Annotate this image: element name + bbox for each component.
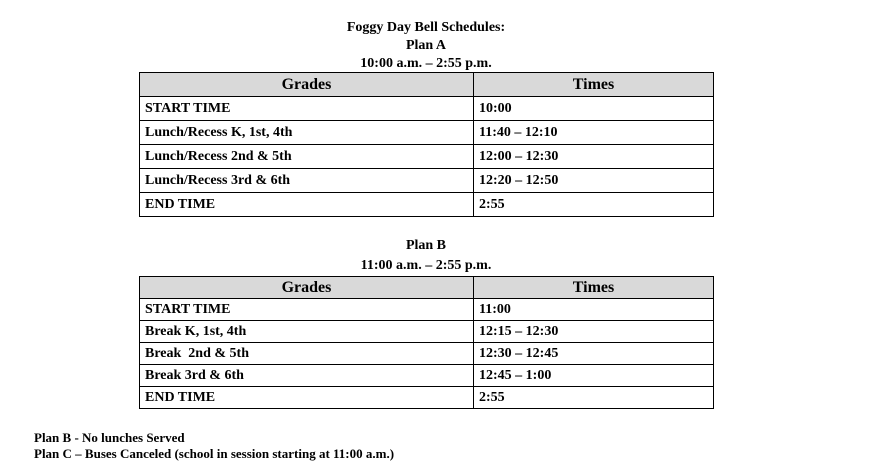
plan-a-title: Plan A	[405, 38, 447, 53]
page-title: Foggy Day Bell Schedules:	[346, 20, 506, 35]
table-row	[140, 193, 714, 217]
table-row	[140, 343, 714, 365]
grade-cell: END TIME	[140, 387, 474, 409]
table-row	[140, 321, 714, 343]
table-row	[140, 121, 714, 145]
times-header: Times	[474, 277, 714, 299]
time-cell: 12:45 – 1:00	[474, 365, 714, 387]
time-cell: 12:00 – 12:30	[474, 145, 714, 169]
note-plan-b: Plan B - No lunches Served	[34, 430, 185, 445]
grades-header: Grades	[140, 73, 474, 97]
time-cell: 11:00	[474, 299, 714, 321]
grade-cell: Break 2nd & 5th	[140, 343, 474, 365]
plan-b-title: Plan B	[405, 238, 447, 253]
time-cell: 12:20 – 12:50	[474, 169, 714, 193]
grade-cell: Break 3rd & 6th	[140, 365, 474, 387]
grade-cell: END TIME	[140, 193, 474, 217]
time-cell: 2:55	[474, 387, 714, 409]
note-plan-c: Plan C – Buses Canceled (school in session starting at 11:00 a.m.)	[34, 446, 395, 461]
grade-cell: Lunch/Recess K, 1st, 4th	[140, 121, 474, 145]
grade-cell: START TIME	[140, 97, 474, 121]
table-row	[140, 299, 714, 321]
table-row	[140, 169, 714, 193]
plan-b-hours: 11:00 a.m. – 2:55 p.m.	[360, 258, 492, 273]
table-row	[140, 365, 714, 387]
plan-a-table	[139, 72, 714, 217]
time-cell: 12:30 – 12:45	[474, 343, 714, 365]
grade-cell: Break K, 1st, 4th	[140, 321, 474, 343]
time-cell: 2:55	[474, 193, 714, 217]
plan-a-hours: 10:00 a.m. – 2:55 p.m.	[360, 56, 492, 71]
grade-cell: Lunch/Recess 3rd & 6th	[140, 169, 474, 193]
table-row	[140, 387, 714, 409]
grade-cell: Lunch/Recess 2nd & 5th	[140, 145, 474, 169]
table-row	[140, 97, 714, 121]
plan-b-table	[139, 276, 714, 409]
table-header-row	[140, 73, 714, 97]
time-cell: 12:15 – 12:30	[474, 321, 714, 343]
grades-header: Grades	[140, 277, 474, 299]
table-header-row	[140, 277, 714, 299]
times-header: Times	[474, 73, 714, 97]
grade-cell: START TIME	[140, 299, 474, 321]
table-row	[140, 145, 714, 169]
time-cell: 11:40 – 12:10	[474, 121, 714, 145]
time-cell: 10:00	[474, 97, 714, 121]
